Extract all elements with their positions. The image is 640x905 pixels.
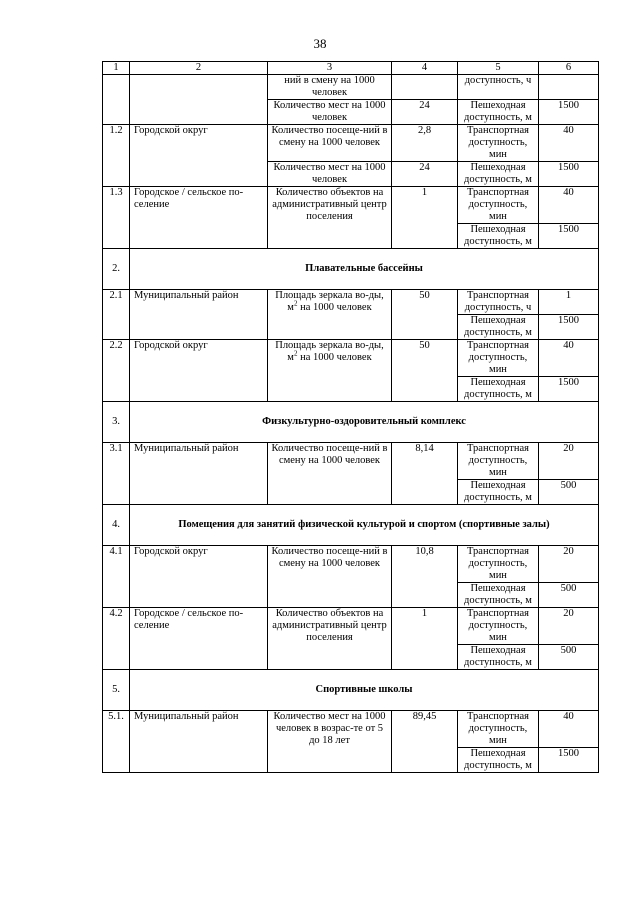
row-access-value: 1500 — [539, 315, 599, 340]
row-access-type: Пешеходная доступность, м — [458, 583, 539, 608]
row-indicator: Количество посеще-ний в смену на 1000 человек — [268, 125, 392, 162]
mirror-superscript: 2 — [293, 349, 298, 358]
row-indicator: Количество объектов на административный центр поселения — [268, 608, 392, 670]
row-type — [130, 75, 268, 125]
row-access-value: 20 — [539, 608, 599, 645]
mirror-text-tail: на 1000 человек — [297, 352, 372, 363]
section-title: Плавательные бассейны — [130, 249, 599, 290]
row-access-value: 500 — [539, 480, 599, 505]
mirror-superscript: 2 — [293, 299, 298, 308]
row-access-type: Транспортная доступность, мин — [458, 443, 539, 480]
section-number: 3. — [103, 402, 130, 443]
section-number: 5. — [103, 670, 130, 711]
row-number: 5.1. — [103, 711, 130, 773]
row-access-type: Транспортная доступность, мин — [458, 608, 539, 645]
row-access-type: Пешеходная доступность, м — [458, 315, 539, 340]
row-type: Муниципальный район — [130, 290, 268, 340]
row-value: 89,45 — [392, 711, 458, 773]
row-indicator: ний в смену на 1000 человек — [268, 75, 392, 100]
row-value: 2,8 — [392, 125, 458, 162]
row-access-type: Пешеходная доступность, м — [458, 480, 539, 505]
table-row — [103, 290, 599, 315]
row-indicator: Количество посеще-ний в смену на 1000 человек — [268, 443, 392, 505]
table-row — [103, 75, 599, 100]
row-number: 4.1 — [103, 546, 130, 608]
row-indicator — [268, 290, 392, 340]
row-access-type: Пешеходная доступность, м — [458, 377, 539, 402]
header-cell: 1 — [103, 62, 130, 75]
mirror-text-tail: на 1000 человек — [297, 302, 372, 313]
section-row — [103, 505, 599, 546]
row-value — [392, 75, 458, 100]
row-value: 8,14 — [392, 443, 458, 505]
row-access-value: 1 — [539, 290, 599, 315]
section-row — [103, 249, 599, 290]
table-row — [103, 608, 599, 645]
row-number: 4.2 — [103, 608, 130, 670]
standards-table — [102, 61, 599, 773]
row-number: 2.2 — [103, 340, 130, 402]
header-row — [103, 62, 599, 75]
table-row — [103, 125, 599, 162]
row-access-value: 40 — [539, 187, 599, 224]
table-row — [103, 711, 599, 748]
row-indicator: Количество мест на 1000 человек — [268, 100, 392, 125]
row-number: 3.1 — [103, 443, 130, 505]
section-number: 2. — [103, 249, 130, 290]
row-access-value: 20 — [539, 546, 599, 583]
row-value: 10,8 — [392, 546, 458, 608]
row-access-type: Транспортная доступность, мин — [458, 546, 539, 583]
row-access-value: 20 — [539, 443, 599, 480]
header-cell: 4 — [392, 62, 458, 75]
row-access-value: 1500 — [539, 224, 599, 249]
header-cell: 2 — [130, 62, 268, 75]
row-access-value: 40 — [539, 125, 599, 162]
table-row — [103, 187, 599, 224]
row-access-value: 500 — [539, 583, 599, 608]
row-value: 50 — [392, 340, 458, 402]
row-type: Муниципальный район — [130, 711, 268, 773]
row-access-type: Транспортная доступность, мин — [458, 340, 539, 377]
row-indicator: Количество мест на 1000 человек в возрас-те от 5 до 18 лет — [268, 711, 392, 773]
row-type: Городской округ — [130, 546, 268, 608]
row-access-type: Транспортная доступность, мин — [458, 187, 539, 224]
row-value: 24 — [392, 100, 458, 125]
section-number: 4. — [103, 505, 130, 546]
row-type: Городское / сельское по-селение — [130, 608, 268, 670]
mirror-text: Площадь зеркала во-ды, м — [275, 290, 384, 313]
row-value: 1 — [392, 187, 458, 249]
row-indicator: Количество посеще-ний в смену на 1000 человек — [268, 546, 392, 608]
row-access-type: доступность, ч — [458, 75, 539, 100]
section-title: Спортивные школы — [130, 670, 599, 711]
row-type: Муниципальный район — [130, 443, 268, 505]
row-access-type: Пешеходная доступность, м — [458, 162, 539, 187]
row-access-value: 40 — [539, 340, 599, 377]
row-type: Городской округ — [130, 125, 268, 187]
row-value: 24 — [392, 162, 458, 187]
row-indicator — [268, 340, 392, 402]
row-access-type: Пешеходная доступность, м — [458, 224, 539, 249]
header-cell: 5 — [458, 62, 539, 75]
row-number: 1.2 — [103, 125, 130, 187]
row-indicator: Количество мест на 1000 человек — [268, 162, 392, 187]
row-access-value: 500 — [539, 645, 599, 670]
row-value: 1 — [392, 608, 458, 670]
row-number — [103, 75, 130, 125]
section-row — [103, 402, 599, 443]
row-access-value: 1500 — [539, 162, 599, 187]
row-type: Городской округ — [130, 340, 268, 402]
section-title: Физкультурно-оздоровительный комплекс — [130, 402, 599, 443]
header-cell: 6 — [539, 62, 599, 75]
row-type: Городское / сельское по-селение — [130, 187, 268, 249]
row-access-value: 40 — [539, 711, 599, 748]
section-row — [103, 670, 599, 711]
section-title: Помещения для занятий физической культурой и спортом (спортивные залы) — [130, 505, 599, 546]
row-indicator: Количество объектов на административный центр поселения — [268, 187, 392, 249]
row-access-type: Транспортная доступность, мин — [458, 125, 539, 162]
page-number: 38 — [313, 36, 327, 51]
row-access-value: 1500 — [539, 748, 599, 773]
row-number: 1.3 — [103, 187, 130, 249]
row-value: 50 — [392, 290, 458, 340]
table-row — [103, 546, 599, 583]
header-cell: 3 — [268, 62, 392, 75]
row-number: 2.1 — [103, 290, 130, 340]
row-access-value: 1500 — [539, 377, 599, 402]
row-access-type: Пешеходная доступность, м — [458, 748, 539, 773]
row-access-type: Пешеходная доступность, м — [458, 100, 539, 125]
row-access-value: 1500 — [539, 100, 599, 125]
row-access-type: Транспортная доступность, мин — [458, 711, 539, 748]
row-access-type: Пешеходная доступность, м — [458, 645, 539, 670]
table-row — [103, 340, 599, 377]
row-access-value — [539, 75, 599, 100]
row-access-type: Транспортная доступность, ч — [458, 290, 539, 315]
mirror-text: Площадь зеркала во-ды, м — [275, 340, 384, 363]
table-row — [103, 443, 599, 480]
